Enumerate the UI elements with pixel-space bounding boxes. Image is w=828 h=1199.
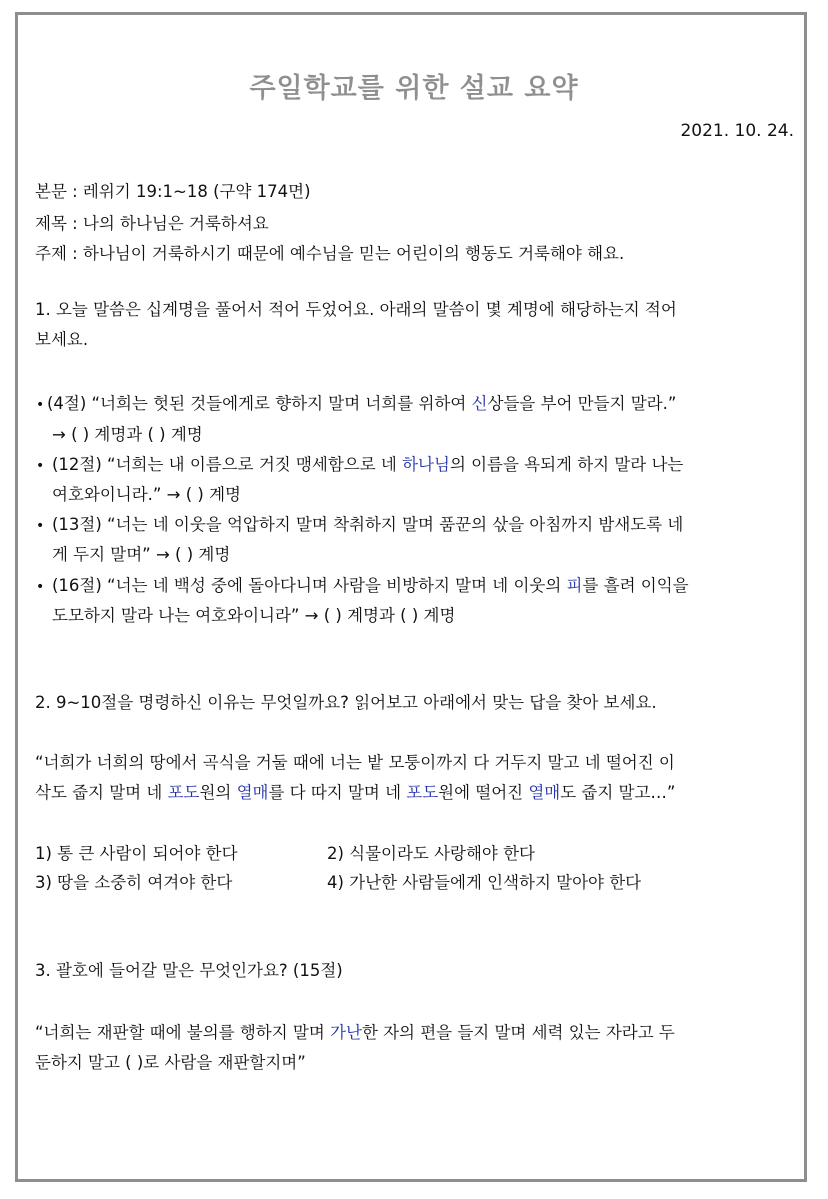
scripture-reference: 본문 : 레위기 19:1~18 (구약 174면) <box>35 182 311 201</box>
bullet-icon: • <box>36 458 45 474</box>
question-1-line-2: 보세요. <box>35 330 89 349</box>
verse-12-line-1: (12절) “너희는 내 이름으로 거짓 맹세함으로 네 하나님의 이름을 욕되게 하지 말라 나는 <box>52 455 684 474</box>
question-3-verse-line-1: “너희는 재판할 때에 불의를 행하지 말며 가난한 자의 편을 들지 말며 세력 있는 자라고 두 <box>35 1023 675 1042</box>
question-1-line-1: 1. 오늘 말씀은 십계명을 풀어서 적어 두었어요. 아래의 말씀이 몇 계명에 해당하는지 적어 <box>35 300 677 319</box>
verse-12-answer: 여호와이니라.” → ( ) 계명 <box>52 485 241 504</box>
answer-option-3: 3) 땅을 소중히 여겨야 한다 <box>35 873 233 892</box>
sermon-title: 제목 : 나의 하나님은 거룩하셔요 <box>35 214 269 233</box>
verse-16-answer: 도모하지 말라 나는 여호와이니라” → ( ) 계명과 ( ) 계명 <box>52 606 456 625</box>
verse-13-answer: 게 두지 말며” → ( ) 계명 <box>52 545 231 564</box>
question-2-verse-line-1: “너희가 너희의 땅에서 곡식을 거둘 때에 너는 밭 모퉁이까지 다 거두지 말고 네 떨어진 이 <box>35 753 675 772</box>
verse-13-line-1: (13절) “너는 네 이웃을 억압하지 말며 착취하지 말며 품꾼의 삯을 아침까지 밤새도록 네 <box>52 515 684 534</box>
answer-option-4: 4) 가난한 사람들에게 인색하지 말아야 한다 <box>327 873 642 892</box>
verse-16-line-1: (16절) “너는 네 백성 중에 돌아다니며 사람을 비방하지 말며 네 이웃의 피를 흘려 이익을 <box>52 576 689 595</box>
verse-4-answer: → ( ) 계명과 ( ) 계명 <box>52 425 203 444</box>
question-3: 3. 괄호에 들어갈 말은 무엇인가요? (15절) <box>35 961 343 980</box>
sermon-date: 2021. 10. 24. <box>680 121 794 141</box>
answer-option-1: 1) 통 큰 사람이 되어야 한다 <box>35 844 238 863</box>
bullet-icon: • <box>36 518 45 534</box>
answer-option-2: 2) 식물이라도 사랑해야 한다 <box>327 844 535 863</box>
question-2: 2. 9~10절을 명령하신 이유는 무엇일까요? 읽어보고 아래에서 맞는 답을 찾아 보세요. <box>35 693 657 712</box>
sermon-theme: 주제 : 하나님이 거룩하시기 때문에 예수님을 믿는 어린이의 행동도 거룩해야 해요. <box>35 244 625 263</box>
page-title: 주일학교를 위한 설교 요약 <box>249 73 579 104</box>
question-3-verse-line-2: 둔하지 말고 ( )로 사람을 재판할지며” <box>35 1053 306 1072</box>
bullet-icon: • <box>36 579 45 595</box>
bullet-icon: • <box>36 397 45 413</box>
verse-4-line-1: (4절) “너희는 헛된 것들에게로 향하지 말며 너희를 위하여 신상들을 부어 만들지 말라.” <box>47 394 677 413</box>
question-2-verse-line-2: 삭도 줍지 말며 네 포도원의 열매를 다 따지 말며 네 포도원에 떨어진 열매도 줍지 말고…” <box>35 783 676 802</box>
